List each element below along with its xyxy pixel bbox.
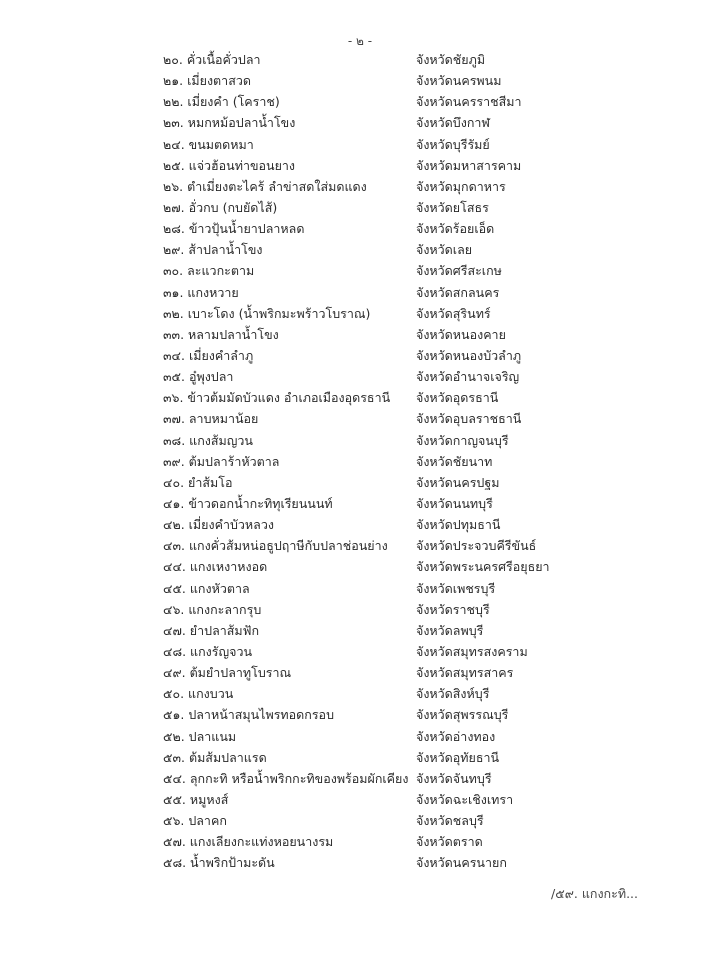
list-item	[0, 535, 720, 556]
province-name: จังหวัดสิงห์บุรี	[416, 686, 490, 702]
dish-name: ๓๑. แกงหวาย	[163, 284, 239, 300]
list-item	[0, 768, 720, 789]
list-item	[0, 852, 720, 873]
list-item	[0, 726, 720, 747]
dish-name: ๓๖. ข้าวต้มมัดบัวแดง อำเภอเมืองอุดรธานี	[163, 390, 391, 406]
dish-name: ๓๗. ลาบหมาน้อย	[163, 411, 259, 427]
list-item	[0, 218, 720, 239]
dish-province-list	[0, 49, 720, 873]
continuation-note: /๕๙. แกงกะทิ...	[551, 886, 638, 901]
province-name: จังหวัดหนองคาย	[416, 326, 506, 342]
province-name: จังหวัดประจวบคีรีขันธ์	[416, 538, 537, 554]
province-name: จังหวัดศรีสะเกษ	[416, 263, 502, 279]
dish-name: ๓๔. เมี่ยงคำลำภู	[163, 347, 254, 363]
province-name: จังหวัดอุดรธานี	[416, 390, 499, 406]
province-name: จังหวัดอำนาจเจริญ	[416, 369, 520, 385]
dish-name: ๔๖. แกงกะลากรุบ	[163, 601, 262, 617]
province-name: จังหวัดนครราชสีมา	[416, 94, 522, 110]
dish-name: ๒๔. ขนมตดหมา	[163, 136, 254, 152]
province-name: จังหวัดเลย	[416, 242, 473, 258]
list-item	[0, 683, 720, 704]
dish-name: ๕๕. หมูหงส์	[163, 791, 229, 807]
dish-name: ๕๗. แกงเลียงกะแท่งหอยนางรม	[163, 834, 334, 850]
province-name: จังหวัดมุกดาหาร	[416, 178, 506, 194]
list-item	[0, 49, 720, 70]
dish-name: ๕๑. ปลาหน้าสมุนไพรทอดกรอบ	[163, 707, 335, 723]
dish-name: ๔๐. ยำส้มโอ	[163, 474, 233, 490]
dish-name: ๔๔. แกงเหงาหงอด	[163, 559, 268, 575]
list-item	[0, 810, 720, 831]
list-item	[0, 134, 720, 155]
list-item	[0, 578, 720, 599]
province-name: จังหวัดชัยภูมิ	[416, 52, 486, 67]
list-item	[0, 641, 720, 662]
list-item	[0, 282, 720, 303]
list-item	[0, 704, 720, 725]
dish-name: ๔๙. ต้มยำปลาทูโบราณ	[163, 665, 292, 681]
list-item	[0, 387, 720, 408]
list-item	[0, 324, 720, 345]
dish-name: ๓๒. เบาะโดง (น้ำพริกมะพร้าวโบราณ)	[163, 305, 371, 321]
province-name: จังหวัดนครนายก	[416, 855, 507, 871]
dish-name: ๓๓. หลามปลาน้ำโขง	[163, 326, 279, 342]
dish-name: ๔๒. เมี่ยงคำบัวหลวง	[163, 517, 274, 533]
list-item	[0, 155, 720, 176]
province-name: จังหวัดมหาสารคาม	[416, 157, 522, 173]
list-item	[0, 620, 720, 641]
list-item	[0, 662, 720, 683]
dish-name: ๒๘. ข้าวปุ้นน้ำยาปลาหลด	[163, 221, 305, 237]
province-name: จังหวัดตราด	[416, 834, 483, 850]
province-name: จังหวัดบึงกาฬ	[416, 115, 490, 131]
province-name: จังหวัดอุบลราชธานี	[416, 411, 522, 427]
list-item	[0, 599, 720, 620]
dish-name: ๒๒. เมี่ยงคำ (โคราช)	[163, 94, 280, 110]
province-name: จังหวัดสุพรรณบุรี	[416, 707, 509, 723]
dish-name: ๒๓. หมกหม้อปลาน้ำโขง	[163, 115, 296, 131]
dish-name: ๒๙. ส้าปลาน้ำโขง	[163, 242, 263, 258]
province-name: จังหวัดนครพนม	[416, 73, 502, 89]
list-item	[0, 303, 720, 324]
list-item	[0, 408, 720, 429]
dish-name: ๓๕. อู๋พุงปลา	[163, 369, 234, 385]
province-name: จังหวัดนครปฐม	[416, 474, 500, 490]
province-name: จังหวัดบุรีรัมย์	[416, 136, 490, 152]
list-item	[0, 747, 720, 768]
list-item	[0, 556, 720, 577]
province-name: จังหวัดหนองบัวลำภู	[416, 347, 522, 363]
province-name: จังหวัดเพชรบุรี	[416, 580, 496, 596]
dish-name: ๕๖. ปลาคก	[163, 813, 227, 829]
province-name: จังหวัดสุรินทร์	[416, 305, 491, 321]
list-item	[0, 493, 720, 514]
list-item	[0, 472, 720, 493]
province-name: จังหวัดอ่างทอง	[416, 728, 496, 744]
list-item	[0, 345, 720, 366]
dish-name: ๕๘. น้ำพริกป้ามะดัน	[163, 855, 275, 871]
list-item	[0, 260, 720, 281]
dish-name: ๒๖. ตำเมี่ยงตะไคร้ ลำข่าสดใส่มดแดง	[163, 178, 367, 194]
list-item	[0, 831, 720, 852]
list-item	[0, 176, 720, 197]
dish-name: ๒๗. อั่วกบ (กบยัดไส้)	[163, 199, 278, 215]
dish-name: ๕๓. ต้มส้มปลาแรด	[163, 749, 267, 765]
dish-name: ๕๐. แกงบวน	[163, 686, 234, 702]
list-item	[0, 197, 720, 218]
list-item	[0, 789, 720, 810]
dish-name: ๕๔. ลุกกะทิ หรือน้ำพริกกะทิของพร้อมผักเคียง	[163, 770, 409, 786]
province-name: จังหวัดพระนครศรีอยุธยา	[416, 559, 550, 575]
dish-name: ๓๙. ต้มปลาร้าหัวตาล	[163, 453, 280, 469]
province-name: จังหวัดฉะเชิงเทรา	[416, 791, 514, 807]
province-name: จังหวัดปทุมธานี	[416, 517, 501, 533]
dish-name: ๔๕. แกงหัวตาล	[163, 580, 250, 596]
province-name: จังหวัดราชบุรี	[416, 601, 490, 617]
dish-name: ๔๗. ยำปลาส้มฟัก	[163, 622, 260, 638]
dish-name: ๓๘. แกงส้มญวน	[163, 432, 253, 448]
list-item	[0, 451, 720, 472]
dish-name: ๔๑. ข้าวดอกน้ำกะทิทุเรียนนนท์	[163, 495, 333, 511]
province-name: จังหวัดชัยนาท	[416, 453, 493, 469]
province-name: จังหวัดลพบุรี	[416, 622, 484, 638]
province-name: จังหวัดร้อยเอ็ด	[416, 221, 495, 237]
dish-name: ๕๒. ปลาแนม	[163, 728, 237, 744]
province-name: จังหวัดกาญจนบุรี	[416, 432, 509, 448]
page-number: - ๒ -	[347, 34, 373, 48]
list-item	[0, 91, 720, 112]
list-item	[0, 514, 720, 535]
dish-name: ๒๕. แจ่วฮ้อนท่าขอนยาง	[163, 157, 296, 173]
dish-name: ๒๐. คั่วเนื้อคั่วปลา	[163, 52, 261, 67]
dish-name: ๓๐. ละแวกะตาม	[163, 263, 255, 279]
province-name: จังหวัดนนทบุรี	[416, 495, 493, 511]
list-item	[0, 239, 720, 260]
list-item	[0, 366, 720, 387]
province-name: จังหวัดชลบุรี	[416, 813, 484, 829]
province-name: จังหวัดสมุทรสาคร	[416, 665, 514, 681]
province-name: จังหวัดสกลนคร	[416, 284, 500, 300]
list-item	[0, 70, 720, 91]
dish-name: ๔๓. แกงคั่วส้มหน่อธูปฤาษีกับปลาช่อนย่าง	[163, 538, 388, 554]
province-name: จังหวัดสมุทรสงคราม	[416, 643, 528, 659]
list-item	[0, 112, 720, 133]
dish-name: ๔๘. แกงรัญจวน	[163, 643, 253, 659]
province-name: จังหวัดจันทบุรี	[416, 770, 492, 786]
province-name: จังหวัดอุทัยธานี	[416, 749, 500, 765]
province-name: จังหวัดยโสธร	[416, 199, 489, 215]
list-item	[0, 430, 720, 451]
dish-name: ๒๑. เมี่ยงตาสวด	[163, 73, 251, 89]
